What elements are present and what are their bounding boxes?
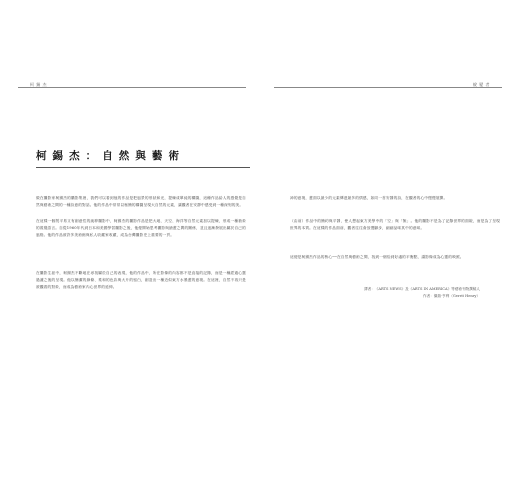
- paragraph: 神的意境，畫面以最少的元素傳達最多的情感，如同一首安靜的詩，在觀者的心中慢慢展開。: [290, 196, 448, 200]
- paragraph: 在這樣一個既平易又有創意性的純粹攝影中，柯錫杰的攝影作品是把大地、天空、海洋等自然元素加以提煉，形成一種抽象的視覺語言。自從1960年代到日本和美國學習攝影之後，他便開始思考攝影與繪畫之間的關係，並且逐漸發展出屬於自己的風格。他的作品被許多美術館與私人收藏家收藏，成為台灣攝影史上重要的一頁。: [36, 219, 246, 238]
- header-rule-left: [18, 87, 246, 88]
- title-rule: [36, 167, 250, 168]
- signature-translator: 譯者：《ARTS NEWS》及《ARTS IN AMERICA》等藝術刊物撰稿人: [364, 287, 480, 291]
- right-page: [260, 0, 520, 500]
- paragraph: 在攝影生涯中，柯錫杰不斷地在尋找屬於自己的表現，他的作品中，所在影像的內容都不是直接的記錄，而是一種經過心靈過濾之後的呈現。他以簡潔的線條、柔和的色彩與大片的留白，創造出一種近似東方水墨畫的意境。在這裡，自然不再只是被觀看的對象，而成為藝術家內心世界的延伸。: [36, 271, 246, 290]
- article-title: 柯 錫 杰 ： 自 然 與 藝 術: [36, 150, 181, 162]
- running-header-left: 柯 錫 杰: [30, 82, 48, 87]
- running-header-right: 蛻 變 者: [472, 82, 490, 87]
- signature-author: 作者：傑瑞·亨利（Gerrit Henry）: [423, 294, 480, 298]
- paragraph: 做在攝影家柯錫杰的攝影集裡，我們可以看到他的作品是把風景的形狀和光，提煉成單純的構圖，這種作品給人的感覺是自然與藝術之間的一種詩意的對話。他的作品中常常以極簡的構圖呈現大自然的元素，讓觀者在安靜中感受到一種深刻的美。: [36, 196, 246, 208]
- header-rule-right: [274, 87, 502, 88]
- paragraph: 這便是柯錫杰作品的核心──在自然與藝術之間，找到一個恰到好處的平衡點，讓影像成為心靈的映照。: [290, 255, 464, 259]
- paragraph: （由前）作品中的簡約與平靜，使人想起東方美學中的「空」與「無」。他的攝影不是為了記錄世界的面貌，而是為了呈現世界的本質。在這樣的作品面前，觀者往往會放慢腳步，細細品味其中的意味。: [290, 219, 500, 231]
